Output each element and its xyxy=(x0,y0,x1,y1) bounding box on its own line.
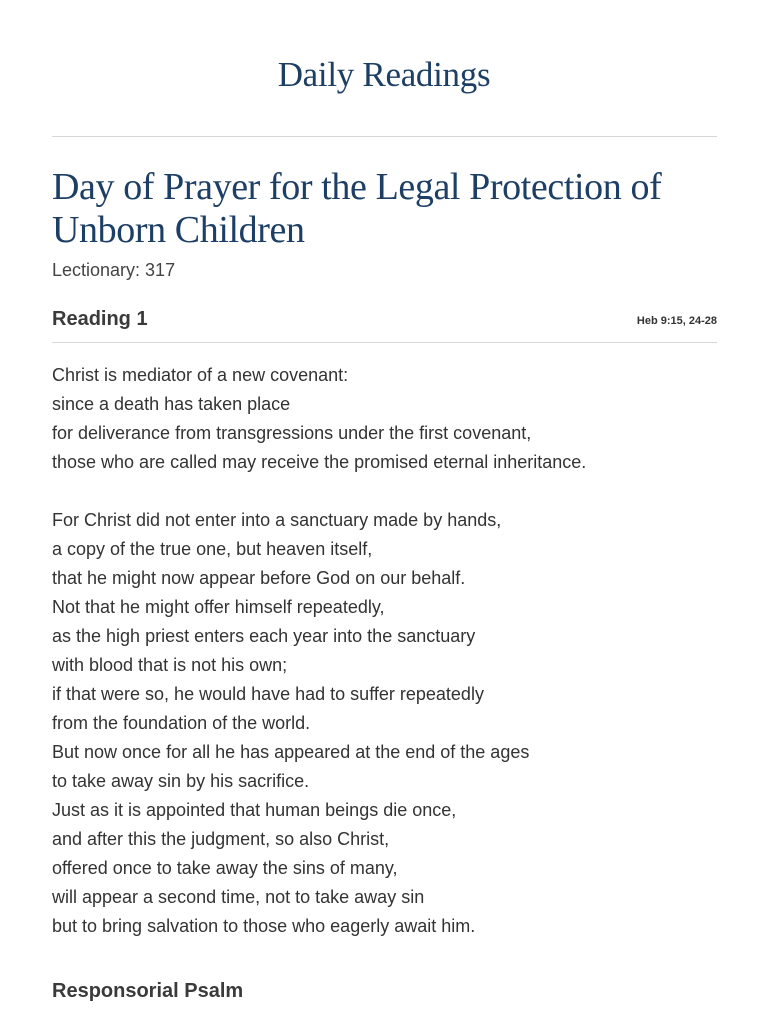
verse-line: will appear a second time, not to take away sin xyxy=(52,887,425,907)
verse-line: For Christ did not enter into a sanctuary made by hands, xyxy=(52,510,502,530)
verse-line: Not that he might offer himself repeatedly, xyxy=(52,597,385,617)
verse-line: that he might now appear before God on our behalf. xyxy=(52,568,466,588)
responsorial-psalm-title: Responsorial Psalm xyxy=(52,980,244,1002)
verse-line: a copy of the true one, but heaven itself, xyxy=(52,539,373,559)
verse-line: to take away sin by his sacrifice. xyxy=(52,771,310,791)
verse-line: offered once to take away the sins of many, xyxy=(52,858,398,878)
verse-line: Christ is mediator of a new covenant: xyxy=(52,365,349,385)
reading-1-citation-link[interactable]: Heb 9:15, 24-28 xyxy=(636,315,717,327)
reading-1-title: Reading 1 xyxy=(52,308,148,330)
verse-line: as the high priest enters each year into the sanctuary xyxy=(52,626,476,646)
reading-1-text xyxy=(52,361,717,941)
page-title: Day of Prayer for the Legal Protection of Unborn Children xyxy=(52,166,662,251)
header-divider xyxy=(52,136,717,137)
verse-line: but to bring salvation to those who eagerly await him. xyxy=(52,916,476,936)
reading-1-header xyxy=(52,305,717,335)
verse-line: and after this the judgment, so also Christ, xyxy=(52,829,390,849)
reading-divider xyxy=(52,342,717,343)
stanza-break xyxy=(52,477,717,506)
verse-line: for deliverance from transgressions under the first covenant, xyxy=(52,423,532,443)
verse-line: with blood that is not his own; xyxy=(52,655,288,675)
verse-line: Just as it is appointed that human beings die once, xyxy=(52,800,457,820)
verse-line: if that were so, he would have had to suffer repeatedly xyxy=(52,684,484,704)
lectionary-number: Lectionary: 317 xyxy=(52,260,176,280)
verse-line: since a death has taken place xyxy=(52,394,291,414)
site-title[interactable]: Daily Readings xyxy=(277,55,491,94)
verse-line: from the foundation of the world. xyxy=(52,713,311,733)
verse-line: But now once for all he has appeared at the end of the ages xyxy=(52,742,530,762)
verse-line: those who are called may receive the promised eternal inheritance. xyxy=(52,452,587,472)
